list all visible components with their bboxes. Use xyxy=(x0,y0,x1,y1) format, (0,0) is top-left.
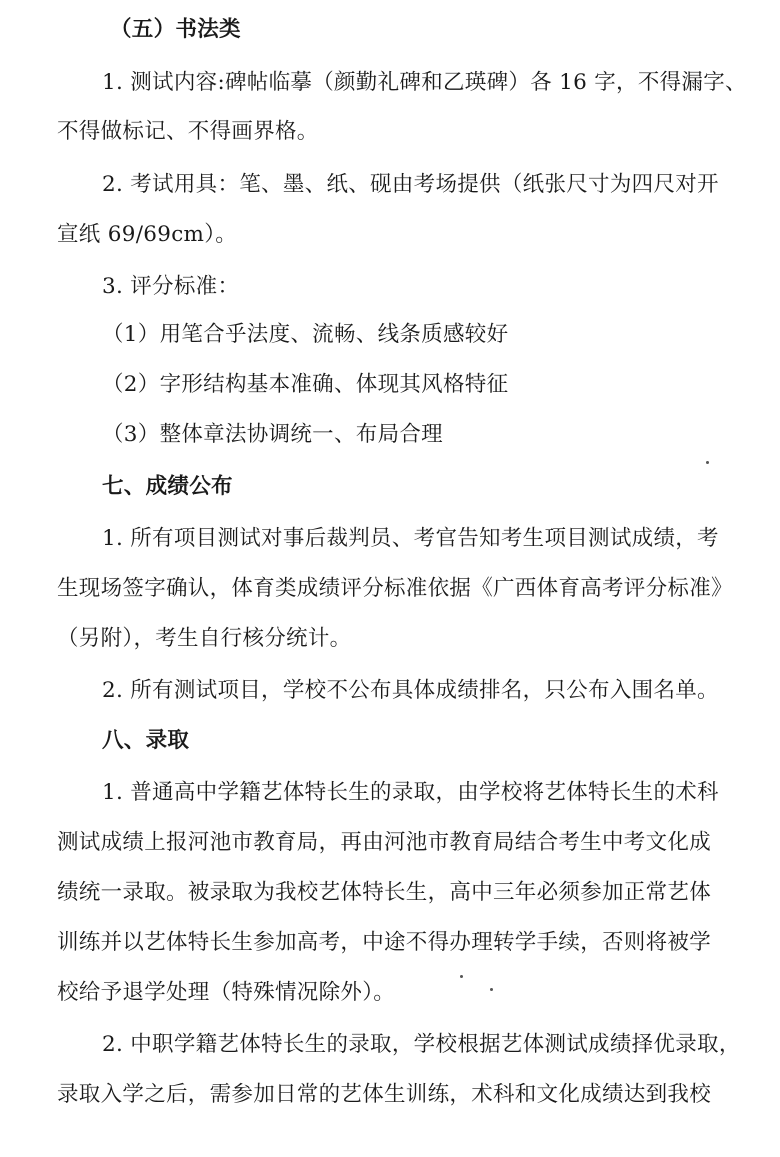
criteria-item-2: （2）字形结构基本准确、体现其风格特征 xyxy=(102,372,509,397)
results-item2: 2. 所有测试项目，学校不公布具体成绩排名，只公布入围名单。 xyxy=(102,678,719,703)
calligraphy-item1-line2: 不得做标记、不得画界格。 xyxy=(57,119,319,144)
calligraphy-item2-line2: 宣纸 69/69cm）。 xyxy=(57,222,238,247)
calligraphy-item3: 3. 评分标准： xyxy=(102,274,240,299)
section-heading-results: 七、成绩公布 xyxy=(102,474,233,499)
criteria-item-1: （1）用笔合乎法度、流畅、线条质感较好 xyxy=(102,322,509,347)
section-heading-calligraphy: （五）书法类 xyxy=(110,17,241,42)
admission-item2-line2: 录取入学之后，需参加日常的艺体生训练，术科和文化成绩达到我校 xyxy=(57,1082,712,1107)
scan-speck xyxy=(460,975,463,978)
admission-item1-line3: 绩统一录取。被录取为我校艺体特长生，高中三年必须参加正常艺体 xyxy=(57,880,712,905)
calligraphy-item2-line1: 2. 考试用具：笔、墨、纸、砚由考场提供（纸张尺寸为四尺对开 xyxy=(102,172,719,197)
scan-speck xyxy=(490,988,493,991)
criteria-item-3: （3）整体章法协调统一、布局合理 xyxy=(102,422,443,447)
admission-item1-line1: 1. 普通高中学籍艺体特长生的录取，由学校将艺体特长生的术科 xyxy=(102,780,719,805)
admission-item1-line4: 训练并以艺体特长生参加高考，中途不得办理转学手续，否则将被学 xyxy=(57,930,712,955)
admission-item1-line5: 校给予退学处理（特殊情况除外）。 xyxy=(57,980,396,1005)
calligraphy-item1-line1: 1. 测试内容:碑帖临摹（颜勤礼碑和乙瑛碑）各 16 字，不得漏字、 xyxy=(102,70,747,95)
section-heading-admission: 八、录取 xyxy=(102,728,190,753)
scan-speck xyxy=(706,461,709,464)
results-item1-line1: 1. 所有项目测试对事后裁判员、考官告知考生项目测试成绩，考 xyxy=(102,526,719,551)
admission-item2-line1: 2. 中职学籍艺体特长生的录取，学校根据艺体测试成绩择优录取， xyxy=(102,1032,741,1057)
results-item1-line2: 生现场签字确认，体育类成绩评分标准依据《广西体育高考评分标准》 xyxy=(57,576,733,601)
results-item1-line3: （另附），考生自行核分统计。 xyxy=(57,626,352,651)
admission-item1-line2: 测试成绩上报河池市教育局，再由河池市教育局结合考生中考文化成 xyxy=(57,830,712,855)
